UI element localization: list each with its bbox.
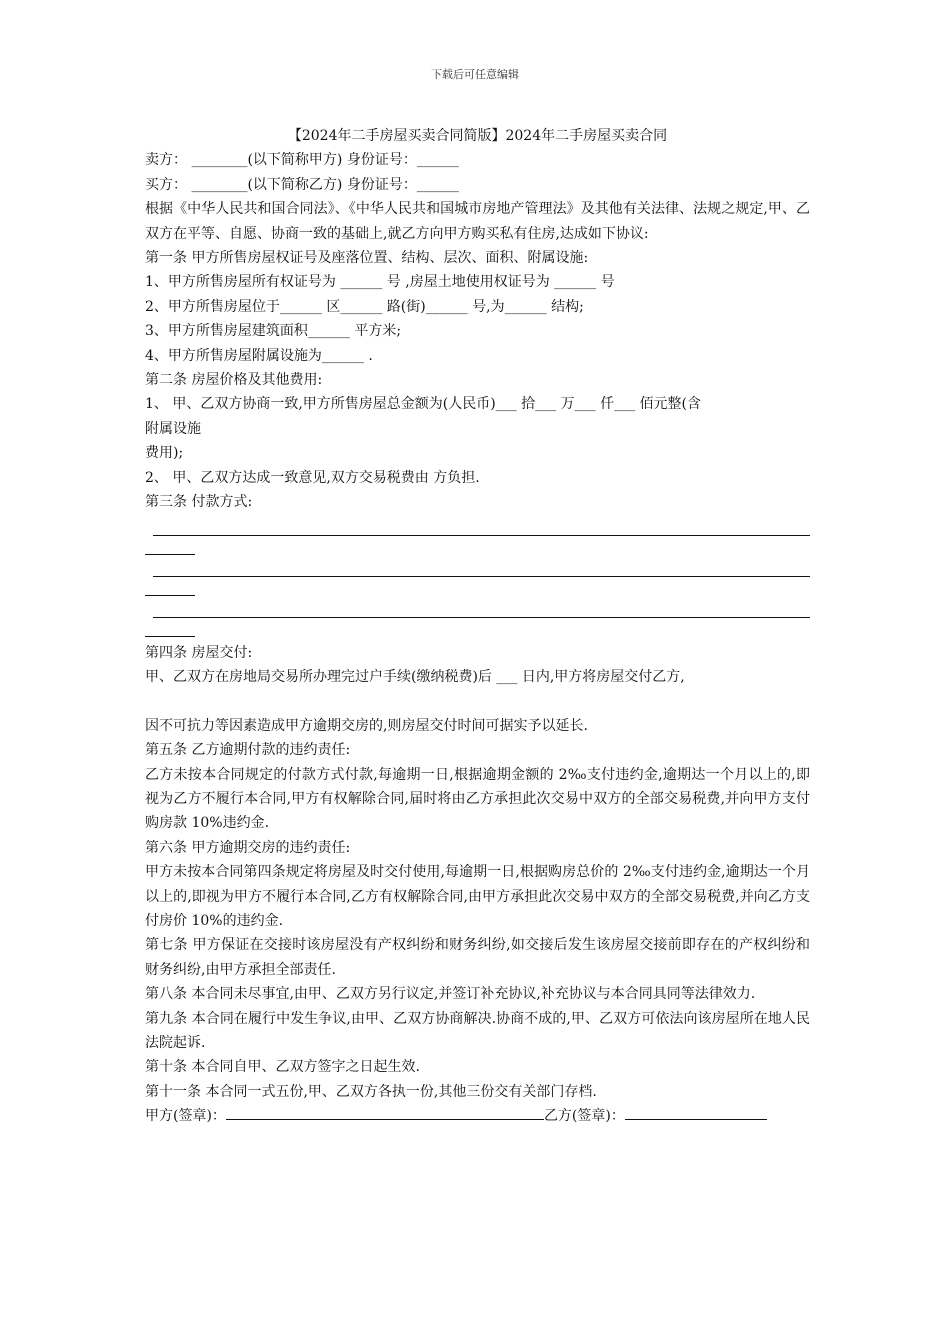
article-2-heading: 第二条 房屋价格及其他费用: xyxy=(145,372,323,389)
header-note: 下载后可任意编辑 xyxy=(431,68,519,81)
fill-line-tail xyxy=(145,536,195,555)
article-2-item-2: 2、 甲、乙双方达成一致意见,双方交易税费由 方负担. xyxy=(145,469,480,486)
fill-line xyxy=(153,518,810,536)
fill-line-tail xyxy=(145,577,195,596)
fill-line xyxy=(153,559,810,577)
signature-row xyxy=(145,1104,810,1128)
party-a-signature-label: 甲方(签章)： xyxy=(145,1108,226,1125)
article-1-item-2: 2、甲方所售房屋位于______ 区______ 路(街)______ 号,为______ 结构; xyxy=(145,298,584,315)
article-7: 第七条 甲方保证在交接时该房屋没有产权纠纷和财务纠纷,如交接后发生该房屋交接前即存在的产权纠纷和财务纠纷,由甲方承担全部责任. xyxy=(145,937,810,978)
article-1-item-1: 1、甲方所售房屋所有权证号为 ______ 号 ,房屋土地使用权证号为 ______ 号 xyxy=(145,274,615,291)
article-1-item-3: 3、甲方所售房屋建筑面积______ 平方米; xyxy=(145,323,402,340)
seller-line: 卖方： ________(以下简称甲方) 身份证号：______ xyxy=(145,152,459,169)
article-2-item-1-end: 费用); xyxy=(145,445,184,462)
payment-blank-line-3 xyxy=(145,600,810,637)
contract-document xyxy=(145,124,810,1129)
article-2-item-1-cont: 附属设施 xyxy=(145,420,201,437)
article-4-heading: 第四条 房屋交付: xyxy=(145,644,253,661)
document-title: 【2024年二手房屋买卖合同简版】2024年二手房屋买卖合同 xyxy=(287,128,668,144)
party-b-signature-label: 乙方(签章)： xyxy=(543,1108,625,1125)
article-6-body: 甲方未按本合同第四条规定将房屋及时交付使用,每逾期一日,根据购房总价的 2‰支付违约金,逾期达一个月以上的,即视为甲方不履行本合同,乙方有权解除合同,由甲方承担此次交易中双方的全部交易税费,并向乙方支付房价 10%的违约金. xyxy=(145,864,810,929)
article-1-heading: 第一条 甲方所售房屋权证号及座落位置、结构、层次、面积、附属设施: xyxy=(145,250,589,267)
payment-blank-line-1 xyxy=(145,518,810,555)
article-5-body: 乙方未按本合同规定的付款方式付款,每逾期一日,根据逾期金额的 2‰支付违约金,逾期达一个月以上的,即视为乙方不履行本合同,甲方有权解除合同,届时将由乙方承担此次交易中双方的全部交易税费,并向甲方支付购房款 10%违约金. xyxy=(145,766,810,832)
buyer-line: 买方： ________(以下简称乙方) 身份证号：______ xyxy=(145,176,459,193)
article-4-item-2: 因不可抗力等因素造成甲方逾期交房的,则房屋交付时间可据实予以延长. xyxy=(145,717,588,734)
blank-spacer xyxy=(145,689,810,713)
article-1-item-4: 4、甲方所售房屋附属设施为______ . xyxy=(145,347,373,364)
article-5-heading: 第五条 乙方逾期付款的违约责任: xyxy=(145,742,351,759)
article-9: 第九条 本合同在履行中发生争议,由甲、乙双方协商解决.协商不成的,甲、乙双方可依法向该房屋所在地人民法院起诉. xyxy=(145,1010,810,1051)
article-6-heading: 第六条 甲方逾期交房的违约责任: xyxy=(145,839,351,856)
payment-blank-line-2 xyxy=(145,559,810,596)
article-2-item-1: 1、 甲、乙双方协商一致,甲方所售房屋总金额为(人民币)___ 拾___ 万___ 仟___ 佰元整(含 xyxy=(145,396,701,413)
article-10: 第十条 本合同自甲、乙双方签字之日起生效. xyxy=(145,1059,420,1076)
article-4-item-1: 甲、乙双方在房地局交易所办理完过户手续(缴纳税费)后 ___ 日内,甲方将房屋交付乙方, xyxy=(145,668,685,685)
article-3-heading: 第三条 付款方式: xyxy=(145,494,253,511)
fill-line-tail xyxy=(145,618,195,637)
article-8: 第八条 本合同未尽事宜,由甲、乙双方另行议定,并签订补充协议,补充协议与本合同具同等法律效力. xyxy=(145,986,756,1003)
party-a-signature-line xyxy=(226,1104,544,1120)
party-b-signature-line xyxy=(625,1104,767,1120)
article-11: 第十一条 本合同一式五份,甲、乙双方各执一份,其他三份交有关部门存档. xyxy=(145,1083,597,1100)
intro-paragraph: 根据《中华人民共和国合同法》、《中华人民共和国城市房地产管理法》及其他有关法律、法规之规定,甲、乙双方在平等、自愿、协商一致的基础上,就乙方向甲方购买私有住房,达成如下协议: xyxy=(145,201,810,242)
fill-line xyxy=(153,600,810,618)
